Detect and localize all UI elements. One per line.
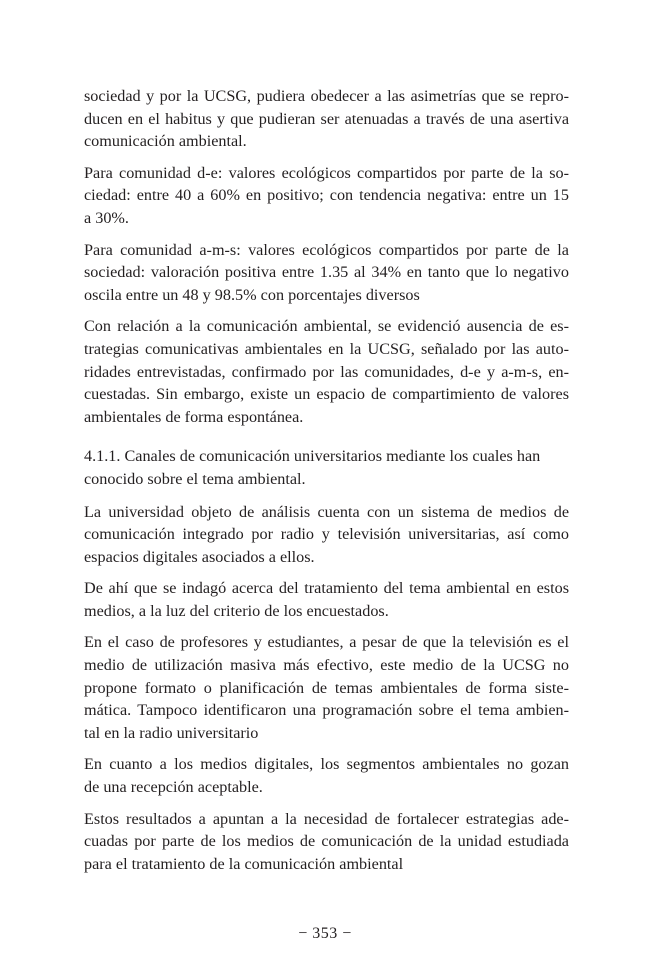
text-line: oscila entre un 48 y 98.5% con porcentajes diversos	[84, 285, 420, 304]
body-paragraph	[84, 808, 569, 876]
text-line: Para comunidad d-e: valores ecológicos compartidos por parte de la so-	[84, 163, 569, 182]
page-body	[84, 85, 569, 884]
body-paragraph	[84, 239, 569, 307]
text-line: para el tratamiento de la comunicación ambiental	[84, 854, 404, 873]
body-paragraph	[84, 753, 569, 798]
text-line: cuadas por parte de los medios de comunicación de la unidad estudiada	[84, 832, 569, 851]
body-paragraph	[84, 85, 569, 153]
text-line: sociedad y por la UCSG, pudiera obedecer a las asimetrías que se repro-	[84, 87, 569, 105]
text-line: sociedad: valoración positiva entre 1.35 al 34% en tanto que lo negativo	[84, 263, 569, 282]
body-paragraph	[84, 162, 569, 230]
text-line: De ahí que se indagó acerca del tratamiento del tema ambiental en estos	[84, 579, 569, 598]
text-line: ridades entrevistadas, confirmado por las comunidades, d-e y a-m-s, en-	[84, 362, 569, 381]
text-line: comunicación integrado por radio y televisión universitarias, así como	[84, 525, 569, 544]
text-line: tal en la radio universitario	[84, 723, 259, 742]
body-paragraph	[84, 501, 569, 569]
section-heading	[84, 445, 569, 490]
text-line: trategias comunicativas ambientales en la UCSG, señalado por las auto-	[84, 339, 569, 358]
text-line: medio de utilización masiva más efectivo, este medio de la UCSG no	[84, 656, 569, 675]
text-line: En cuanto a los medios digitales, los segmentos ambientales no gozan	[84, 755, 569, 774]
text-line: a 30%.	[84, 208, 129, 227]
text-line: espacios digitales asociados a ellos.	[84, 547, 315, 566]
text-line: mática. Tampoco identificaron una programación sobre el tema ambien-	[84, 701, 569, 720]
text-line: cuestadas. Sin embargo, existe un espacio de compartimiento de valores	[84, 385, 569, 404]
text-line: ducen en el habitus y que pudieran ser atenuadas a través de una asertiva	[84, 109, 569, 128]
text-line: 4.1.1. Canales de comunicación universitarios mediante los cuales han	[84, 447, 541, 466]
text-line: de una recepción aceptable.	[84, 778, 263, 797]
page-number: − 353 −	[298, 925, 352, 942]
text-line: comunicación ambiental.	[84, 132, 247, 151]
body-paragraph	[84, 631, 569, 744]
text-line: Con relación a la comunicación ambiental, se evidenció ausencia de es-	[84, 317, 569, 336]
text-line: medios, a la luz del criterio de los encuestados.	[84, 601, 389, 620]
text-line: Para comunidad a-m-s: valores ecológicos compartidos por parte de la	[84, 240, 569, 259]
body-paragraph	[84, 577, 569, 622]
body-paragraph	[84, 315, 569, 428]
text-line: En el caso de profesores y estudiantes, a pesar de que la televisión es el	[84, 633, 569, 652]
text-line: propone formato o planificación de temas ambientales de forma siste-	[84, 678, 569, 697]
text-line: Estos resultados a apuntan a la necesidad de fortalecer estrategias ade-	[84, 809, 569, 828]
text-line: La universidad objeto de análisis cuenta con un sistema de medios de	[84, 502, 569, 521]
text-line: ambientales de forma espontánea.	[84, 407, 304, 426]
text-line: ciedad: entre 40 a 60% en positivo; con tendencia negativa: entre un 15	[84, 186, 569, 205]
text-line: conocido sobre el tema ambiental.	[84, 469, 306, 488]
